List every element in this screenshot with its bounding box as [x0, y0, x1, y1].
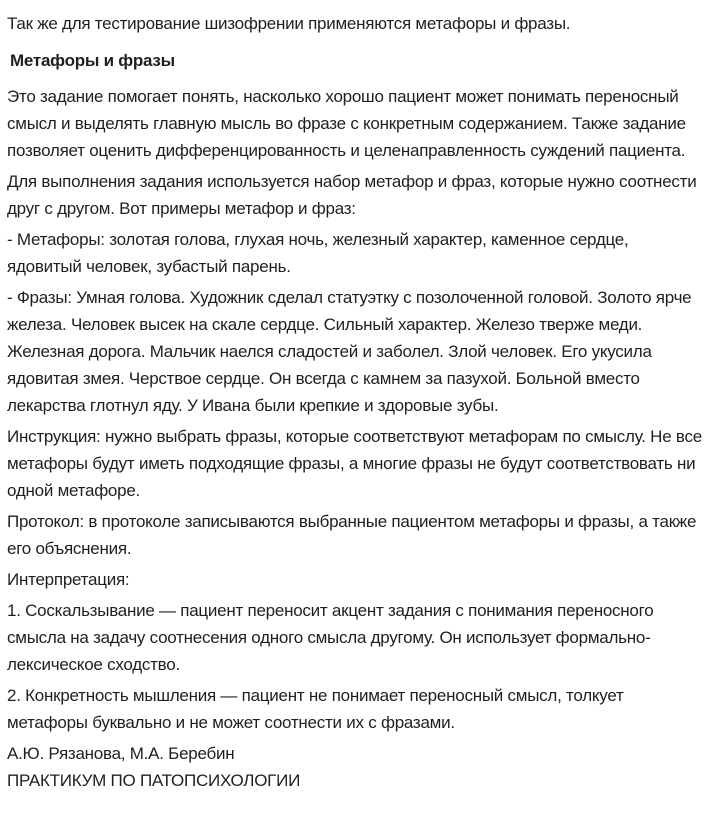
paragraph-interpretation-item-2: 2. Конкретность мышления — пациент не понимает переносный смысл, толкует метафоры буквально и не может соотнести их с фразами. — [7, 686, 624, 732]
paragraph-interpretation-item-1: 1. Соскальзывание — пациент переносит акцент задания с понимания переносного смысла на задачу соотнесения одного смысла другому. Он использует формально-лексическое сходство. — [7, 601, 654, 674]
paragraph-instruction: Инструкция: нужно выбрать фразы, которые соответствуют метафорам по смыслу. Не все метафоры будут иметь подходящие фразы, а многие фразы не будут соответствовать ни одной метафоре. — [7, 427, 702, 500]
source-title-line: ПРАКТИКУМ ПО ПАТОПСИХОЛОГИИ — [7, 771, 301, 790]
article-body — [7, 10, 705, 794]
paragraph-task-purpose: Это задание помогает понять, насколько хорошо пациент может понимать переносный смысл и выделять главную мысль во фразе с конкретным содержанием. Также задание позволяет оценить дифференцированность и целенаправленность суждений пациента. — [7, 87, 686, 160]
authors-line: А.Ю. Рязанова, М.А. Беребин — [7, 744, 235, 763]
paragraph-protocol: Протокол: в протоколе записываются выбранные пациентом метафоры и фразы, а также его объяснения. — [7, 512, 697, 558]
section-heading: Метафоры и фразы — [10, 51, 175, 70]
paragraph-interpretation-label: Интерпретация: — [7, 570, 130, 589]
paragraph-metaphors-list: - Метафоры: золотая голова, глухая ночь, железный характер, каменное сердце, ядовитый человек, зубастый парень. — [7, 230, 629, 276]
source-attribution — [7, 740, 705, 794]
paragraph-phrases-list: - Фразы: Умная голова. Художник сделал статуэтку с позолоченной головой. Золото ярче железа. Человек высек на скале сердце. Сильный характер. Железо тверже меди. Железная дорога. Мальчик наелся сладостей и заболел. Злой человек. Его укусила ядовитая змея. Черствое сердце. Он всегда с камнем за пазухой. Больной вместо лекарства глотнул яду. У Ивана были крепкие и здоровые зубы. — [7, 288, 692, 415]
paragraph-task-materials: Для выполнения задания используется набор метафор и фраз, которые нужно соотнести друг с другом. Вот примеры метафор и фраз: — [7, 172, 697, 218]
intro-paragraph: Так же для тестирование шизофрении применяются метафоры и фразы. — [7, 14, 571, 33]
